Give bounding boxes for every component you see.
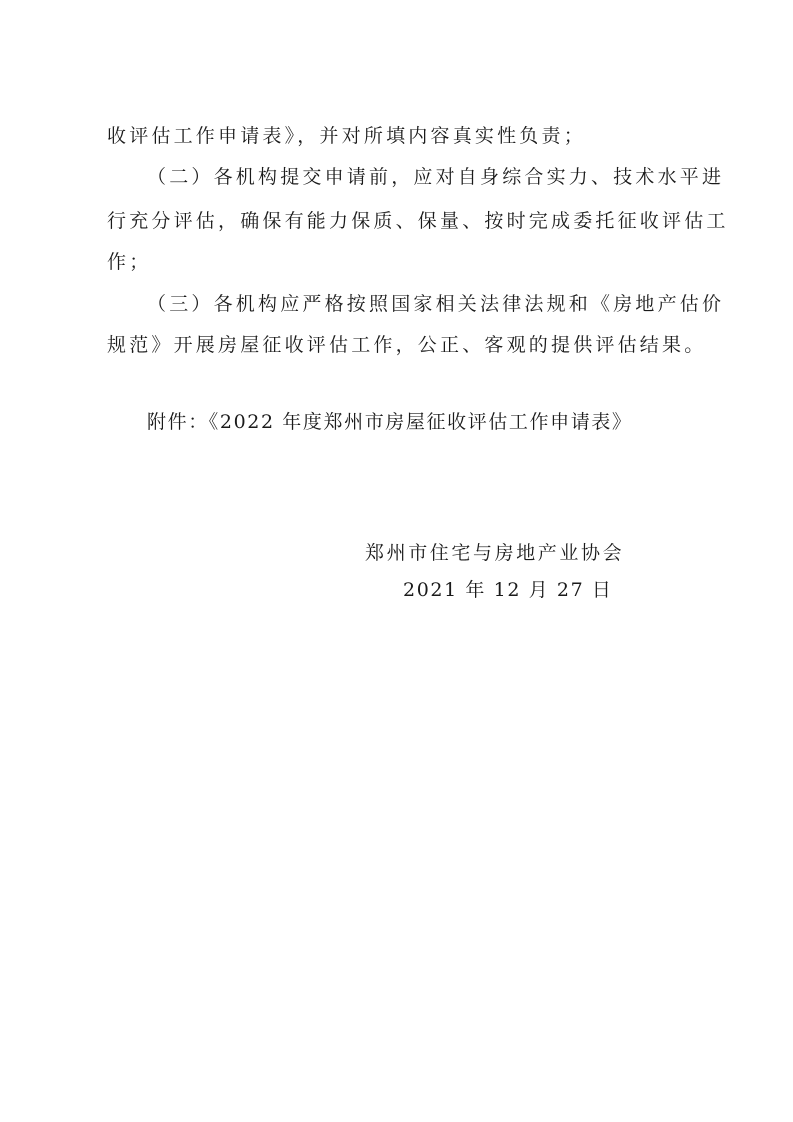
paragraph-2-line-2: 行充分评估，确保有能力保质、保量、按时完成委托征收评估工 <box>107 210 729 232</box>
paragraph-3-line-2: 规范》开展房屋征收评估工作，公正、客观的提供评估结果。 <box>107 334 707 356</box>
paragraph-3-line-1: （三）各机构应严格按照国家相关法律法规和《房地产估价 <box>147 293 725 315</box>
attachment-note: 附件：《2022 年度郑州市房屋征收评估工作申请表》 <box>147 411 633 433</box>
paragraph-2-line-1: （二）各机构提交申请前，应对自身综合实力、技术水平进 <box>147 166 725 188</box>
paragraph-1-line-1: 收评估工作申请表》，并对所填内容真实性负责； <box>107 125 586 147</box>
signature-organization: 郑州市住宅与房地产业协会 <box>365 542 625 564</box>
signature-date: 2021 年 12 月 27 日 <box>403 579 613 601</box>
paragraph-2-line-3: 作； <box>107 251 152 273</box>
